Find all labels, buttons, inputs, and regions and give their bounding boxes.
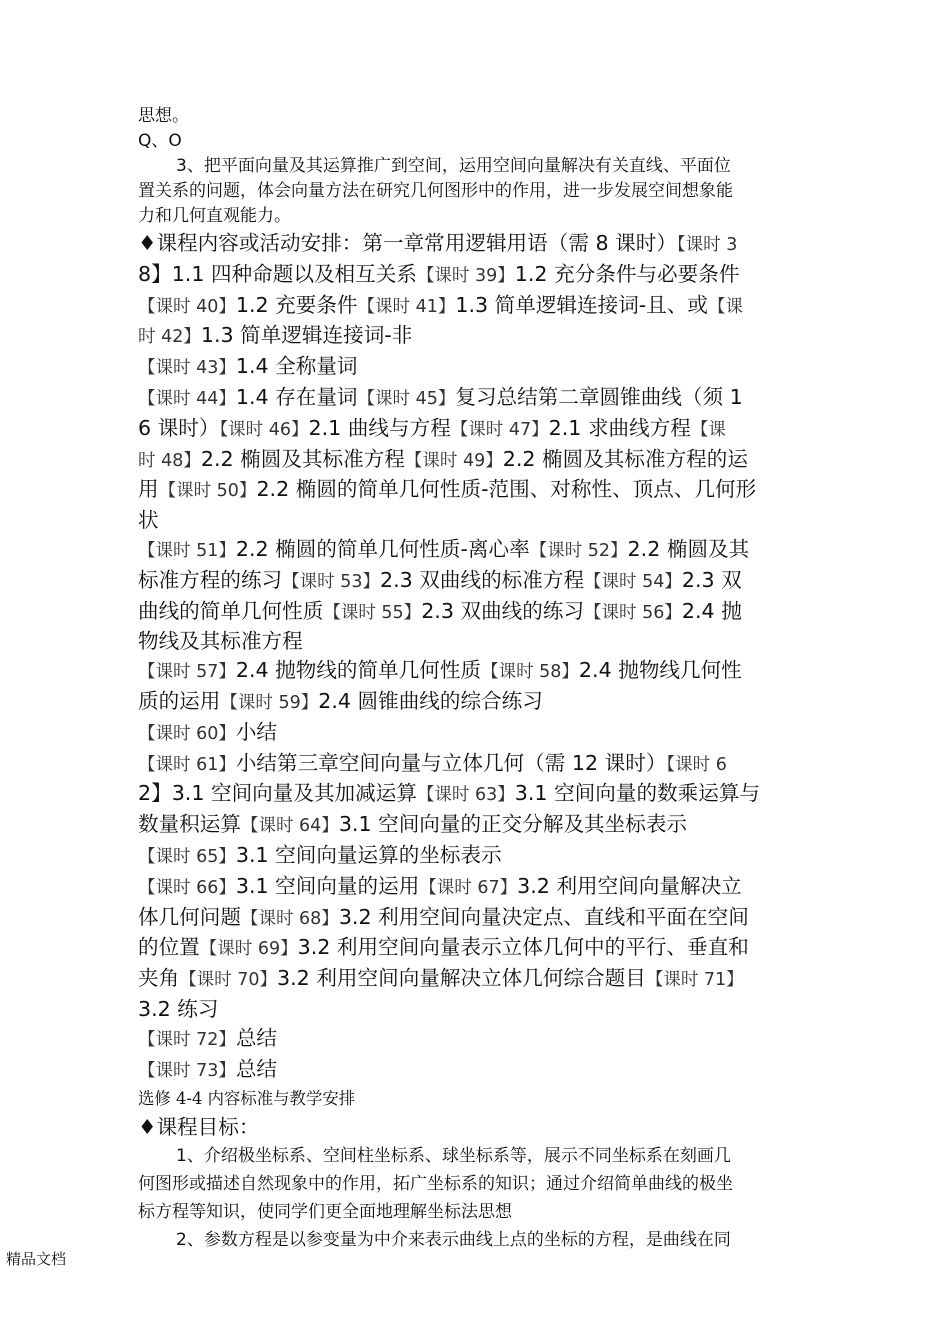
period-tag: 【课时 39】 [416, 265, 515, 286]
period-tag: 【课时 46】 [219, 419, 309, 440]
period-tag: 【课时 61】 [138, 754, 236, 775]
text-run: 总结 [235, 1056, 278, 1081]
text-line [138, 229, 818, 260]
text-line [138, 291, 818, 322]
text-run: 3.1 空间向量运算的坐标表示 [235, 842, 502, 867]
text-line [138, 749, 818, 780]
text-line [138, 810, 818, 841]
period-tag: 【课时 54】 [584, 571, 682, 592]
period-tag: 【课时 43】 [138, 358, 236, 379]
text-run: 1.2 充分条件与必要条件 [514, 261, 740, 286]
text-run: 2.1 求曲线方程 [548, 415, 691, 440]
period-tag: 【课时 44】 [138, 388, 236, 409]
period-tag: 【课时 49】 [404, 450, 503, 471]
text-run: 标准方程的练习 [138, 567, 283, 592]
text-line [138, 383, 818, 414]
text-run: 3.2 练习 [138, 996, 219, 1021]
text-line: 置关系的问题，体会向量方法在研究几何图形中的作用，进一步发展空间想象能 [138, 181, 733, 201]
period-tag: 【课时 57】 [138, 662, 236, 683]
text-line [138, 872, 818, 903]
text-line [138, 841, 818, 872]
text-run: 复习总结第二章圆锥曲线（须 1 [455, 384, 743, 409]
text-line [138, 535, 818, 566]
text-run: 2.4 圆锥曲线的综合练习 [318, 688, 543, 713]
text-run: 8】1.1 四种命题以及相互关系 [138, 261, 417, 286]
text-line [138, 260, 818, 291]
text-run: ♦课程内容或活动安排：第一章常用逻辑用语（需 8 课时） [138, 231, 677, 255]
period-tag: 【课 [690, 419, 726, 440]
text-run: 状 [138, 508, 159, 533]
text-run: 2.1 曲线与方程 [308, 415, 451, 440]
text-run: 小结第三章空间向量与立体几何（需 12 课时） [235, 750, 667, 775]
text-run: 3.2 利用空间向量表示立体几何中的平行、垂直和 [297, 935, 749, 960]
text-run: 小结 [235, 719, 278, 744]
text-run: 3.2 利用空间向量解决立体几何综合题目 [277, 966, 646, 991]
text-line [138, 566, 818, 597]
text-line [138, 352, 818, 383]
text-run: 3.1 空间向量的正交分解及其坐标表示 [338, 812, 688, 837]
period-tag: 【课时 58】 [481, 662, 579, 683]
text-line: 1、介绍极坐标系、空间柱坐标系、球坐标系等，展示不同坐标系在刻画几 [176, 1146, 731, 1167]
text-line: 何图形或描述自然现象中的作用，拓广坐标系的知识；通过介绍简单曲线的极坐 [138, 1174, 733, 1195]
period-tag: 【课时 51】 [138, 540, 236, 561]
text-run: 2.2 椭圆及其 [627, 536, 750, 561]
text-run: 2】3.1 空间向量及其加减运算 [138, 781, 417, 806]
period-tag: 【课时 59】 [220, 692, 319, 713]
period-tag: 【课时 52】 [529, 540, 628, 561]
text-run: 2.4 抛 [681, 598, 742, 623]
text-run: 质的运用 [138, 688, 221, 713]
text-line [138, 506, 818, 535]
period-tag: 【课时 53】 [282, 571, 380, 592]
text-line: Q、O [138, 131, 182, 151]
text-run: 物线及其标准方程 [138, 629, 303, 654]
text-line [138, 718, 818, 749]
text-run: 夹角 [138, 966, 180, 991]
text-line [138, 903, 818, 934]
text-line [138, 597, 818, 628]
text-run: 2.3 双曲线的标准方程 [380, 567, 585, 592]
period-tag: 【课时 40】 [138, 296, 236, 317]
text-run: 1.2 充要条件 [235, 292, 358, 317]
period-tag: 【课时 55】 [323, 602, 422, 623]
period-tag: 【课 [708, 296, 744, 317]
text-line: 力和几何直观能力。 [138, 206, 291, 226]
period-tag: 【课时 6 [666, 754, 727, 775]
document-body [138, 104, 818, 1254]
text-line [138, 321, 818, 352]
period-tag: 【课时 50】 [158, 481, 257, 502]
text-run: 1.4 存在量词 [235, 384, 358, 409]
text-run: 2.2 椭圆的简单几何性质-范围、对称性、顶点、几何形 [256, 477, 757, 502]
text-run: 2.2 椭圆的简单几何性质-离心率 [235, 536, 530, 561]
text-line: 思想。 [138, 106, 189, 126]
period-tag: 【课时 56】 [584, 602, 682, 623]
text-line [138, 687, 818, 718]
text-run: 2.4 抛物线的简单几何性质 [235, 658, 482, 683]
period-tag: 【课时 69】 [199, 939, 298, 960]
text-line [138, 1024, 818, 1055]
period-tag: 【课时 63】 [416, 785, 515, 806]
text-line [138, 995, 818, 1024]
text-run: 3.2 利用空间向量决定点、直线和平面在空间 [338, 904, 749, 929]
period-tag: 【课时 71】 [645, 970, 744, 991]
period-tag: 【课时 67】 [419, 877, 518, 898]
text-run: 2.3 双 [681, 567, 742, 592]
period-tag: 时 48】 [138, 450, 201, 471]
text-line [138, 1055, 818, 1086]
text-run: 1.4 全称量词 [235, 354, 358, 379]
period-tag: 【课时 3 [676, 235, 738, 255]
period-tag: 【课时 60】 [138, 723, 236, 744]
text-run: 体几何问题 [138, 904, 241, 929]
text-run: 曲线的简单几何性质 [138, 598, 324, 623]
text-run: 1.3 简单逻辑连接词-且、或 [455, 292, 709, 317]
period-tag: 【课时 68】 [240, 908, 339, 929]
period-tag: 【课时 73】 [138, 1060, 236, 1081]
text-run: 3.1 空间向量的运用 [235, 873, 420, 898]
text-run: 数量积运算 [138, 812, 241, 837]
period-tag: 时 42】 [138, 327, 201, 348]
period-tag: 【课时 45】 [357, 388, 456, 409]
text-line [138, 445, 818, 476]
section-subheading: ♦课程目标： [138, 1115, 260, 1140]
period-tag: 【课时 70】 [179, 970, 278, 991]
text-line [138, 656, 818, 687]
text-line [138, 779, 818, 810]
text-line: 标方程等知识，使同学们更全面地理解坐标法思想 [138, 1202, 512, 1223]
text-run: 的位置 [138, 935, 200, 960]
text-run: 3.2 利用空间向量解决立 [517, 873, 742, 898]
text-run: 2.3 双曲线的练习 [421, 598, 585, 623]
text-line: 3、把平面向量及其运算推广到空间，运用空间向量解决有关直线、平面位 [176, 156, 731, 176]
footer-label: 精品文档 [6, 1250, 67, 1268]
text-run: 6 课时） [138, 415, 220, 440]
period-tag: 【课时 72】 [138, 1029, 236, 1050]
text-run: 3.1 空间向量的数乘运算与 [514, 781, 761, 806]
text-line [138, 933, 818, 964]
period-tag: 【课时 64】 [240, 816, 339, 837]
text-run: 用 [138, 477, 159, 502]
text-run: 总结 [235, 1025, 278, 1050]
text-run: 2.4 抛物线几何性 [578, 658, 742, 683]
text-run: 1.3 简单逻辑连接词-非 [200, 323, 413, 348]
section-heading: 选修 4-4 内容标准与教学安排 [138, 1089, 356, 1109]
text-run: 2.2 椭圆及其标准方程的运 [502, 446, 748, 471]
text-line [138, 627, 818, 656]
text-run: 2.2 椭圆及其标准方程 [200, 446, 405, 471]
period-tag: 【课时 65】 [138, 846, 236, 867]
period-tag: 【课时 47】 [450, 419, 549, 440]
text-line [138, 475, 818, 506]
text-line: 2、参数方程是以参变量为中介来表示曲线上点的坐标的方程，是曲线在同 [176, 1230, 731, 1251]
period-tag: 【课时 41】 [357, 296, 456, 317]
period-tag: 【课时 66】 [138, 877, 236, 898]
text-line [138, 414, 818, 445]
text-line [138, 964, 818, 995]
